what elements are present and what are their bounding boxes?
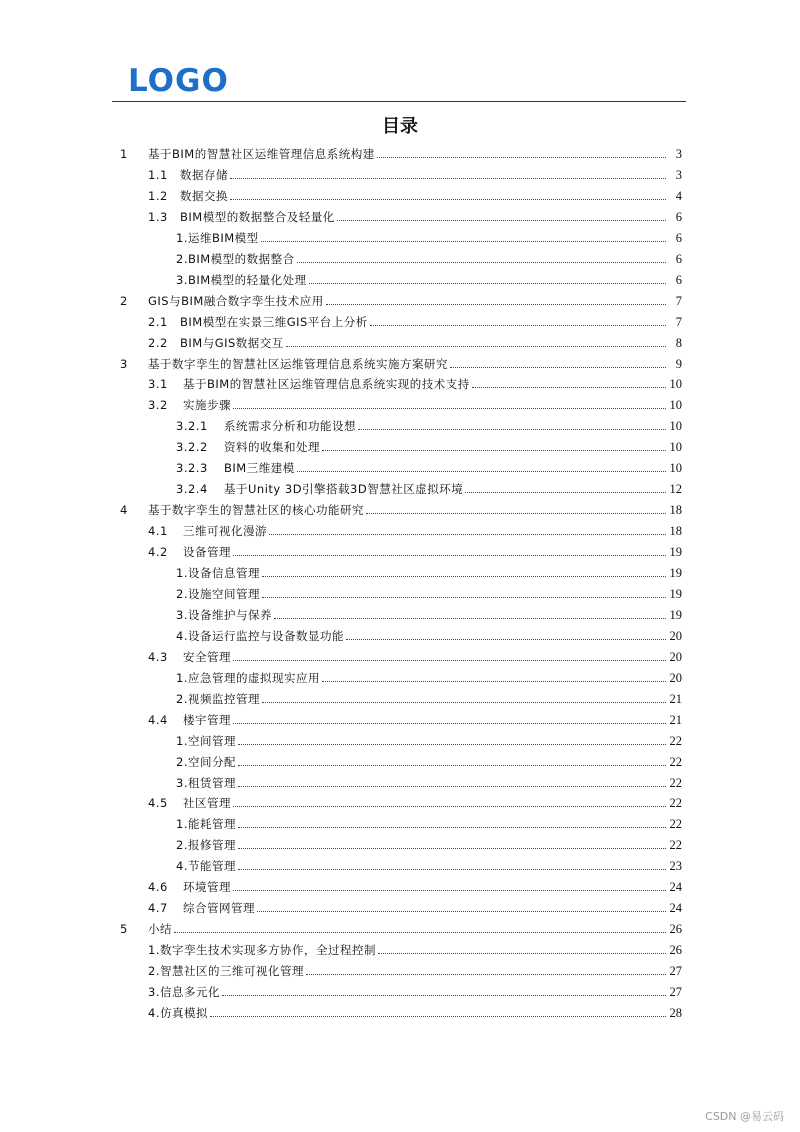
toc-page-number: 21 (669, 691, 682, 706)
toc-entry-label: 1.数字孪生技术实现多方协作，全过程控制 (148, 943, 376, 958)
toc-entry[interactable] (148, 792, 682, 810)
toc-page-number: 26 (669, 943, 682, 958)
toc-entry[interactable] (176, 583, 682, 601)
toc-entry-number: 3.2.2 (176, 440, 208, 455)
toc-leader-dots (238, 868, 666, 870)
toc-entry[interactable] (148, 164, 682, 182)
toc-page-number: 19 (669, 566, 682, 580)
toc-entry-title (148, 210, 337, 224)
toc-entry-number: 5 (120, 922, 128, 937)
toc-leader-dots (377, 156, 666, 158)
toc-entry-title (148, 964, 306, 978)
toc-entry[interactable] (120, 499, 682, 517)
toc-entry-label: 基于数字孪生的智慧社区运维管理信息系统实施方案研究 (148, 356, 448, 371)
toc-leader-dots (322, 680, 666, 682)
toc-entry-label: 社区管理 (183, 796, 231, 811)
toc-page-number: 22 (669, 838, 682, 853)
toc-leader-dots (297, 470, 666, 472)
toc-leader-dots (238, 847, 666, 849)
toc-leader-dots (233, 805, 666, 807)
toc-entry[interactable] (176, 562, 682, 580)
toc-entry[interactable] (148, 332, 682, 350)
toc-leader-dots (309, 282, 666, 284)
toc-entry[interactable] (176, 415, 682, 433)
toc-entry-label: BIM与GIS数据交互 (180, 335, 284, 350)
toc-leader-dots (233, 407, 666, 409)
toc-page-number: 19 (669, 607, 682, 622)
toc-entry-title (120, 147, 377, 161)
toc-page-number: 20 (669, 628, 682, 643)
toc-page-number: 10 (669, 377, 682, 392)
toc-entry[interactable] (176, 604, 682, 622)
toc-entry-label: 环境管理 (183, 880, 231, 895)
toc-entry-title (176, 859, 238, 873)
toc-entry-title (176, 817, 238, 831)
toc-page-number: 24 (669, 901, 682, 916)
toc-entry[interactable] (148, 394, 682, 412)
logo: LOGO (128, 63, 229, 99)
toc-entry-title (120, 922, 174, 936)
toc-page-number: 20 (669, 670, 682, 685)
toc-leader-dots (233, 659, 666, 661)
toc-entry-label: 4.仿真模拟 (148, 1005, 208, 1020)
toc-leader-dots (306, 973, 666, 975)
toc-page-number: 22 (669, 754, 682, 769)
toc-page-number: 22 (669, 775, 682, 790)
toc-leader-dots (174, 931, 666, 933)
toc-entry-label: 2.设施空间管理 (176, 586, 260, 601)
toc-entry-title (176, 608, 274, 622)
toc-entry-label: 3.信息多元化 (148, 985, 220, 999)
toc-entry-number: 1.1 (148, 167, 168, 182)
toc-leader-dots (230, 177, 666, 179)
toc-leader-dots (326, 303, 666, 305)
toc-leader-dots (286, 345, 666, 347)
toc-page-number: 23 (669, 859, 682, 874)
toc-entry-title (176, 273, 309, 287)
toc-entry-number: 4.7 (148, 901, 168, 916)
toc-leader-dots (378, 952, 666, 954)
toc-entry-title (176, 755, 238, 769)
toc-entry[interactable] (176, 457, 682, 475)
toc-entry-label: 数据存储 (180, 167, 228, 182)
toc-entry-title (176, 440, 322, 454)
toc-entry[interactable] (176, 478, 682, 496)
toc-entry-number: 4.5 (148, 796, 168, 811)
toc-entry[interactable] (148, 185, 682, 203)
toc-leader-dots (337, 219, 666, 221)
toc-leader-dots (222, 994, 666, 996)
toc-entry[interactable] (148, 520, 682, 538)
toc-entry[interactable] (176, 625, 682, 643)
toc-entry-title (176, 482, 465, 496)
toc-entry[interactable] (148, 373, 682, 391)
toc-entry-title (176, 231, 261, 245)
toc-leader-dots (238, 785, 666, 787)
toc-entry[interactable] (176, 667, 682, 685)
toc-entry-number: 4.3 (148, 649, 168, 664)
toc-page-number: 3 (675, 167, 682, 182)
toc-entry[interactable] (148, 981, 682, 999)
toc-entry-title (176, 671, 322, 685)
toc-leader-dots (238, 826, 666, 828)
toc-entry-number: 2.1 (148, 314, 168, 329)
toc-entry-title (176, 566, 262, 580)
toc-entry-label: 3.租赁管理 (176, 775, 236, 790)
toc-leader-dots (472, 386, 666, 388)
toc-entry[interactable] (176, 834, 682, 852)
toc-entry-number: 1.3 (148, 209, 168, 224)
toc-entry[interactable] (176, 813, 682, 831)
toc-page-number: 8 (675, 335, 682, 350)
toc-leader-dots (233, 554, 666, 556)
toc-page-number: 22 (669, 817, 682, 832)
toc-entry[interactable] (148, 541, 682, 559)
toc-entry[interactable] (176, 227, 682, 245)
toc-page-number: 10 (669, 461, 682, 476)
toc-entry-label: 4.设备运行监控与设备数显功能 (176, 628, 344, 643)
toc-entry-title (176, 692, 262, 706)
toc-entry-title (120, 294, 326, 308)
toc-page-number: 28 (669, 1005, 682, 1020)
toc-entry[interactable] (176, 730, 682, 748)
toc-entry-title (148, 880, 233, 894)
toc-entry-label: BIM模型的数据整合及轻量化 (180, 209, 335, 224)
toc-entry-number: 4 (120, 503, 128, 518)
toc-entry-label: 资料的收集和处理 (224, 440, 320, 455)
toc-entry-number: 3 (120, 356, 128, 371)
toc-entry[interactable] (148, 709, 682, 727)
toc-page-number: 10 (669, 440, 682, 455)
toc-leader-dots (238, 743, 666, 745)
toc-entry-number: 4.1 (148, 524, 168, 539)
toc-leader-dots (346, 638, 666, 640)
toc-entry-number: 3.1 (148, 377, 168, 392)
toc-page-number: 6 (675, 272, 682, 287)
toc-entry[interactable] (148, 939, 682, 957)
toc-entry-number: 4.4 (148, 712, 168, 727)
toc-entry-label: 综合管网管理 (183, 901, 255, 916)
toc-entry-number: 2 (120, 293, 128, 308)
toc-entry-label: BIM模型在实景三维GIS平台上分析 (180, 314, 368, 329)
toc-entry[interactable] (176, 751, 682, 769)
toc-leader-dots (370, 324, 666, 326)
toc-leader-dots (233, 889, 666, 891)
toc-entry-number: 4.6 (148, 880, 168, 895)
toc-entry[interactable] (120, 143, 682, 161)
toc-entry-title (148, 545, 233, 559)
toc-leader-dots (262, 701, 666, 703)
toc-page-number: 7 (675, 293, 682, 308)
toc-entry-label: 基于BIM的智慧社区运维管理信息系统实现的技术支持 (183, 377, 470, 392)
toc-page-number: 18 (669, 524, 682, 539)
toc-page-number: 12 (669, 482, 682, 497)
toc-entry-number: 3.2.1 (176, 419, 208, 434)
toc-entry-title (148, 796, 233, 810)
toc-entry[interactable] (120, 918, 682, 936)
toc-entry-number: 3.2.3 (176, 461, 208, 476)
toc-leader-dots (257, 910, 666, 912)
toc-entry-title (176, 734, 238, 748)
toc-leader-dots (358, 428, 666, 430)
toc-entry-title (120, 503, 366, 517)
toc-leader-dots (210, 1015, 666, 1017)
toc-page-number: 9 (675, 356, 682, 371)
toc-entry-label: 2.智慧社区的三维可视化管理 (148, 964, 304, 979)
toc-leader-dots (465, 491, 666, 493)
toc-entry-number: 1 (120, 147, 128, 161)
toc-entry-label: 实施步骤 (183, 398, 231, 413)
toc-entry-title (148, 650, 233, 664)
toc-entry-label: 2.报修管理 (176, 838, 236, 853)
header-divider (112, 101, 686, 102)
toc-entry-label: 2.空间分配 (176, 754, 236, 769)
toc-entry-title (148, 168, 230, 182)
toc-entry-number: 3.2.4 (176, 482, 208, 497)
toc-entry-label: 楼宇管理 (183, 712, 231, 727)
toc-entry-title (148, 524, 269, 538)
toc-leader-dots (233, 722, 666, 724)
toc-leader-dots (262, 575, 666, 577)
toc-page-number: 19 (669, 586, 682, 601)
toc-entry-label: 基于Unity 3D引擎搭载3D智慧社区虚拟环境 (224, 482, 464, 497)
toc-page-number: 21 (669, 712, 682, 727)
toc-leader-dots (262, 596, 666, 598)
toc-entry-label: 3.设备维护与保养 (176, 607, 272, 622)
toc-entry[interactable] (148, 897, 682, 915)
toc-entry[interactable] (176, 772, 682, 790)
toc-entry-number: 1.2 (148, 188, 168, 203)
toc-page-number: 18 (669, 503, 682, 518)
toc-page-number: 20 (669, 649, 682, 664)
page-title: 目录 (382, 116, 418, 137)
toc-entry[interactable] (176, 855, 682, 873)
toc-entry[interactable] (120, 353, 682, 371)
toc-leader-dots (261, 240, 666, 242)
toc-entry-label: 1.运维BIM模型 (176, 230, 259, 245)
toc-leader-dots (230, 198, 666, 200)
toc-entry-title (176, 629, 346, 643)
toc-page-number: 22 (669, 733, 682, 748)
toc-entry-label: 三维可视化漫游 (183, 524, 267, 539)
toc-leader-dots (274, 617, 666, 619)
toc-page-number: 19 (669, 545, 682, 560)
toc-entry-number: 3.2 (148, 398, 168, 413)
toc-entry-title (148, 901, 257, 915)
toc-leader-dots (238, 764, 666, 766)
toc-entry-label: 2.BIM模型的数据整合 (176, 251, 295, 266)
toc-entry[interactable] (148, 960, 682, 978)
toc-entry-title (176, 776, 238, 790)
toc-entry-label: 2.视频监控管理 (176, 691, 260, 706)
toc-entry[interactable] (120, 290, 682, 308)
toc-entry-label: 1.设备信息管理 (176, 566, 260, 580)
toc-entry[interactable] (176, 248, 682, 266)
toc-entry-label: 3.BIM模型的轻量化处理 (176, 272, 307, 287)
toc-entry-title (176, 252, 297, 266)
toc-entry-number: 4.2 (148, 545, 168, 560)
toc-entry[interactable] (148, 311, 682, 329)
toc-page-number: 4 (675, 188, 682, 203)
toc-page-number: 6 (675, 209, 682, 224)
toc-entry-label: 基于数字孪生的智慧社区的核心功能研究 (148, 503, 364, 518)
toc-entry-label: 设备管理 (183, 545, 231, 560)
toc-entry-label: 安全管理 (183, 649, 231, 664)
toc-entry-title (176, 838, 238, 852)
toc-entry-title (148, 1006, 210, 1020)
toc-entry[interactable] (148, 1002, 682, 1020)
toc-page-number: 10 (669, 398, 682, 413)
toc-page-number: 27 (669, 964, 682, 979)
toc-entry-number: 2.2 (148, 335, 168, 350)
toc-entry[interactable] (176, 688, 682, 706)
toc-entry[interactable] (176, 436, 682, 454)
toc-entry-label: 4.节能管理 (176, 859, 236, 874)
toc-entry[interactable] (148, 646, 682, 664)
toc-entry-label: GIS与BIM融合数字孪生技术应用 (148, 293, 324, 308)
toc-entry-title (148, 985, 222, 999)
toc-entry-title (148, 315, 370, 329)
toc-entry-title (148, 943, 378, 957)
toc-leader-dots (322, 449, 666, 451)
toc-entry-label: 系统需求分析和功能设想 (224, 419, 356, 434)
toc-page-number: 24 (669, 880, 682, 895)
toc-entry-title (148, 189, 230, 203)
toc-page-number: 22 (669, 796, 682, 811)
toc-page-number: 26 (669, 922, 682, 937)
toc-entry-title (148, 713, 233, 727)
toc-entry-label: 小结 (148, 922, 172, 937)
toc-leader-dots (297, 261, 666, 263)
toc-entry-label: BIM三维建模 (224, 461, 295, 476)
toc-entry-label: 基于BIM的智慧社区运维管理信息系统构建 (148, 147, 375, 161)
toc-leader-dots (269, 533, 666, 535)
toc-entry[interactable] (176, 269, 682, 287)
toc-page-number: 6 (675, 230, 682, 245)
toc-leader-dots (366, 512, 666, 514)
toc-page-number: 10 (669, 419, 682, 434)
toc-entry-title (176, 461, 297, 475)
toc-entry-title (120, 357, 450, 371)
toc-entry[interactable] (148, 876, 682, 894)
toc-entry-title (176, 419, 358, 433)
toc-entry-label: 数据交换 (180, 188, 228, 203)
toc-page-number: 27 (669, 985, 682, 999)
toc-entry[interactable] (148, 206, 682, 224)
toc-entry-label: 1.空间管理 (176, 733, 236, 748)
toc-page-number: 7 (675, 314, 682, 329)
toc-entry-title (148, 398, 233, 412)
watermark: CSDN @易云码 (705, 1110, 784, 1123)
toc-entry-title (176, 587, 262, 601)
toc-entry-label: 1.应急管理的虚拟现实应用 (176, 670, 320, 685)
toc-entry-label: 1.能耗管理 (176, 817, 236, 832)
toc-page-number: 6 (675, 251, 682, 266)
toc-leader-dots (450, 366, 666, 368)
toc-page-number: 3 (675, 147, 682, 161)
toc-entry-title (148, 336, 286, 350)
toc-entry-title (148, 377, 472, 391)
